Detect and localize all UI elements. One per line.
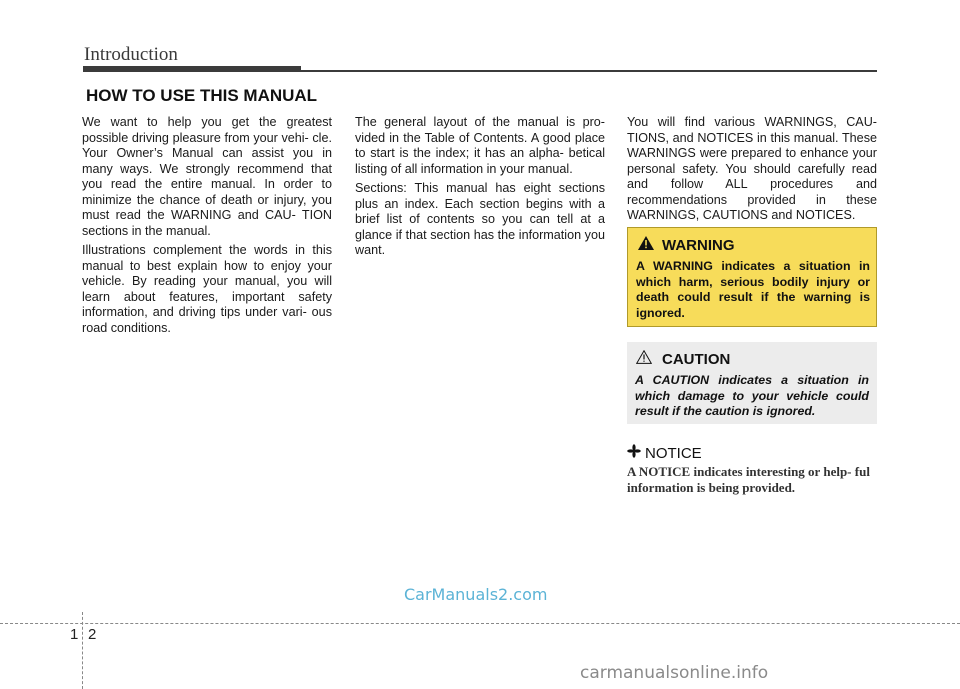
notice-header xyxy=(627,444,702,463)
footer-divider xyxy=(0,623,960,624)
section-title: HOW TO USE THIS MANUAL xyxy=(86,86,318,105)
text-column-1 xyxy=(82,115,332,340)
caution-box xyxy=(627,342,877,424)
text-column-2 xyxy=(355,115,605,263)
warning-header xyxy=(638,236,735,255)
warning-text: A WARNING indicates a situation in which harm, serious bodily injury or death could result if the warning is ignored. xyxy=(636,259,870,320)
header-rule-thick xyxy=(83,66,301,72)
warning-title: WARNING xyxy=(662,237,735,254)
sections-paragraph: Sections: This manual has eight sections plus an index. Each section begins with a brief list of contents so you can tell at a glance if that section has the information you want. xyxy=(355,181,605,257)
caution-title: CAUTION xyxy=(662,351,731,368)
section-number: 1 xyxy=(70,626,79,643)
watermark-link[interactable]: CarManuals2.com xyxy=(404,585,548,604)
warning-box xyxy=(627,227,877,327)
page-header-title: Introduction xyxy=(84,44,178,65)
notice-title: NOTICE xyxy=(645,445,702,462)
caution-triangle-icon xyxy=(636,350,652,369)
caution-header xyxy=(636,350,730,369)
layout-paragraph: The general layout of the manual is pro- vided in the Table of Contents. A good place to start is the index; it has an alpha- betical listing of all information in your manual. xyxy=(355,115,605,176)
caution-text: A CAUTION indicates a situation in which damage to your vehicle could result if the caution is ignored. xyxy=(635,373,869,418)
text-column-3 xyxy=(627,115,877,228)
page-number: 2 xyxy=(88,626,97,643)
footer-vertical-divider xyxy=(82,612,83,689)
asterisk-cross-icon xyxy=(627,444,641,463)
warnings-paragraph: You will find various WARNINGS, CAU- TIONS, and NOTICES in this manual. These WARNINGS were prepared to enhance your personal safety. You should carefully read and follow ALL procedures and recommendations provided in these WARNINGS, CAUTIONS and NOTICES. xyxy=(627,115,877,222)
header-rule-thin xyxy=(301,70,877,72)
intro-paragraph: We want to help you get the greatest possible driving pleasure from your vehi- cle. Your Owner’s Manual can assist you in many ways. We strongly recommend that you read the entire manual. In order to minimize the chance of death or injury, you must read the WARNING and CAU- TION sections in the manual. xyxy=(82,115,332,238)
notice-text: A NOTICE indicates interesting or help- ful information is being provided. xyxy=(627,464,870,495)
footer-site-watermark: carmanualsonline.info xyxy=(580,663,769,683)
warning-triangle-icon xyxy=(638,236,654,255)
illustrations-paragraph: Illustrations complement the words in this manual to best explain how to enjoy your vehicle. By reading your manual, you will learn about features, important safety information, and driving tips under vari- ous road conditions. xyxy=(82,243,332,335)
